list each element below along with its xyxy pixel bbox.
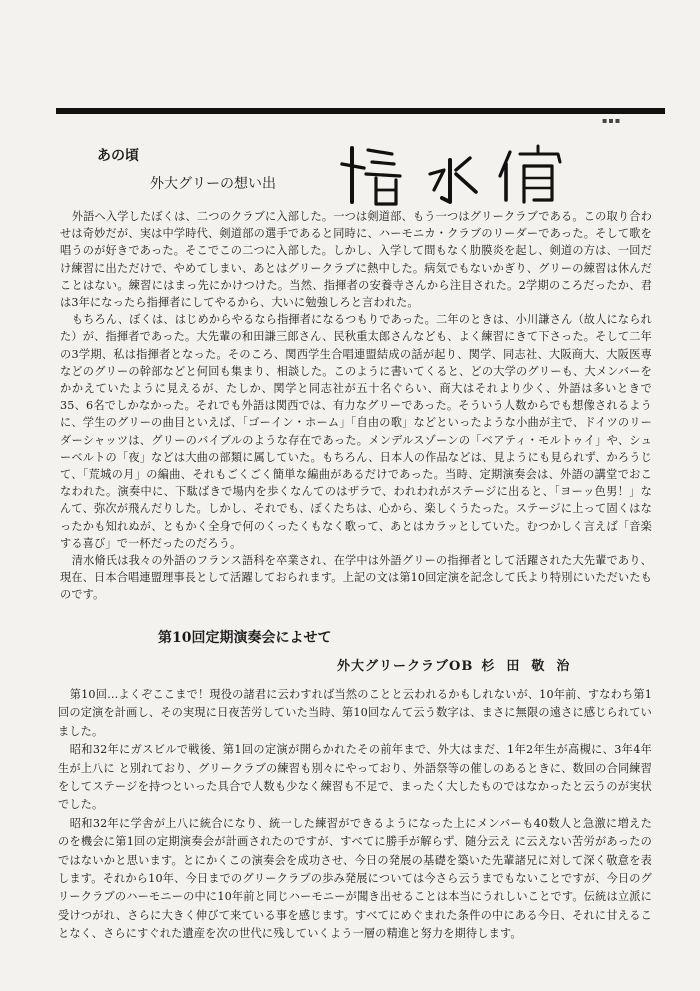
article-byline	[337, 655, 581, 674]
byline-name: 杉田敬治	[481, 659, 582, 674]
article-paragraph: 昭和32年に学舎が上八に統合になり、統一した練習ができるようになった上にメンバーも40数人と急激に増えたのを機会に第1回の定期演奏会が計画されたのですが、すべてに勝手が解らず、随分云え に云えない苦労があったのではないかと思います。とにかくこの演奏会を成功させ、今日の発展の基礎を築いた先輩諸兄に対して深く敬意を表します。それから10年、今日までのグリークラブの歩み発展については今さら云うまでもないことですが、今日のグリークラブのハーモニーの中に10年前と同じハーモニーが聞き出せることは本当にうれしいことです。伝統は立派に受けつがれ、さらに大きく伸びて来ている事を感じます。すべてにめぐまれた条件の中にある今日、それに甘えることなく、さらにすぐれた遺産を次の世代に残していくよう一層の精進と努力を期待します。	[58, 816, 652, 941]
article-body	[58, 686, 652, 944]
article-paragraph: 昭和32年にガスビルで戦後、第1回の定演が開らかれたその前年まで、外大はまだ、1年2年生が高槻に、3年4年生が上八に と別れており、グリークラブの練習も別々にやっており、外語祭等の催しのあるときに、数回の合同練習をしてステージを持つといった具合で人数も少なく練習も不足で、まったく大したものではなかったと云うのが実状でした。	[58, 743, 652, 812]
essay-paragraph: もちろん、ぼくは、はじめからやるなら指揮者になるつもりであった。二年のときは、小川謙さん（故人になられた）が、指揮者であった。大先輩の和田謙三郎さん、民秋重太郎さんなども、よく練習にきて下さった。そして二年の3学期、私は指揮者となった。そのころ、関西学生合唱連盟結成の話が起り、関学、同志社、大阪商大、大阪医専などのグリーの幹部などと何回も集まり、相談した。このように書いてくると、どの大学のグリーも、大メンバーをかかえていたように見えるが、たしか、関学と同志社が五十名ぐらい、商大はそれより少く、外語は多いときで35、6名でしかなかった。それでも外語は関西では、有力なグリーであった。そういう人数からでも想像されるように、学生のグリーの曲目といえば、「ゴーイン・ホーム」「自由の歌」などといったような小曲が主で、ドイツのリーダーシャッツは、グリーのバイブルのような存在であった。メンデルスゾーンの「ベアティ・モルトゥイ」や、シューベルトの「夜」などは大曲の部類に属していた。もちろん、日本人の作品などは、見ようにも見られず、かろうじて、「荒城の月」の編曲、それもごくごく簡単な編曲があるだけであった。当時、定期演奏会は、外語の講堂でおこなわれた。演奏中に、下駄ばきで場内を歩くなんてのはザラで、われわれがステージに出ると、「ヨーッ色男！」なんて、弥次が飛んだりした。しかし、それでも、ぼくたちは、心から、楽しくうたった。ステージに上って固くはなったかも知れぬが、ともかく全身で何のくったくもなく歌って、あとはカラッとしていた。むつかしく言えば「音楽する喜び」で一杯だったのだろう。	[60, 313, 652, 550]
scan-mark: ▪▪▪	[602, 116, 622, 125]
essay-title: 外大グリーの想い出	[150, 176, 276, 192]
header-rule	[56, 108, 665, 114]
editor-note: 清水脩氏は我々の外語のフランス語科を卒業され、在学中は外語グリーの指揮者として活躍された大先輩であり、現在、日本合唱連盟理事長として活躍しておられます。上記の文は第10回定演を記念して氏より特別にいただいたものです。	[60, 554, 652, 602]
byline-organization: 外大グリークラブOB	[337, 659, 474, 674]
section-label: あの頃	[97, 148, 139, 164]
essay-paragraph: 外語へ入学したぼくは、二つのクラブに入部した。一つは剣道部、もう一つはグリークラブである。この取り合わせは奇妙だが、実は中学時代、剣道部の選手であると同時に、ハーモニカ・クラブのリーダーであった。そして歌を唱うのが好きであった。そこでこの二つに入部した。しかし、入学して間もなく肋膜炎を起し、剣道の方は、一回だけ練習に出ただけで、やめてしまい、あとはグリークラブに熱中した。病気でもないかぎり、グリーの練習は休んだことはない。練習にはまっ先にかけつけた。当然、指揮者の安養寺さんから注目された。2学期のころだったか、君は3年になったら指揮者にしてやるから、大いに勉強しろと言われた。	[60, 210, 652, 310]
article-paragraph: 第10回…よくぞここまで！現役の諸君に云わすれば当然のことと云われるかもしれないが、10年前、すなわち第1回の定演を計画し、その実現に日夜苦労していた当時、第10回なんて云う数字は、まさに無限の遠さに感じられていました。	[58, 688, 652, 738]
article-title: 第10回定期演奏会によせて	[158, 630, 332, 646]
author-signature	[338, 140, 568, 208]
essay-body	[60, 208, 652, 604]
